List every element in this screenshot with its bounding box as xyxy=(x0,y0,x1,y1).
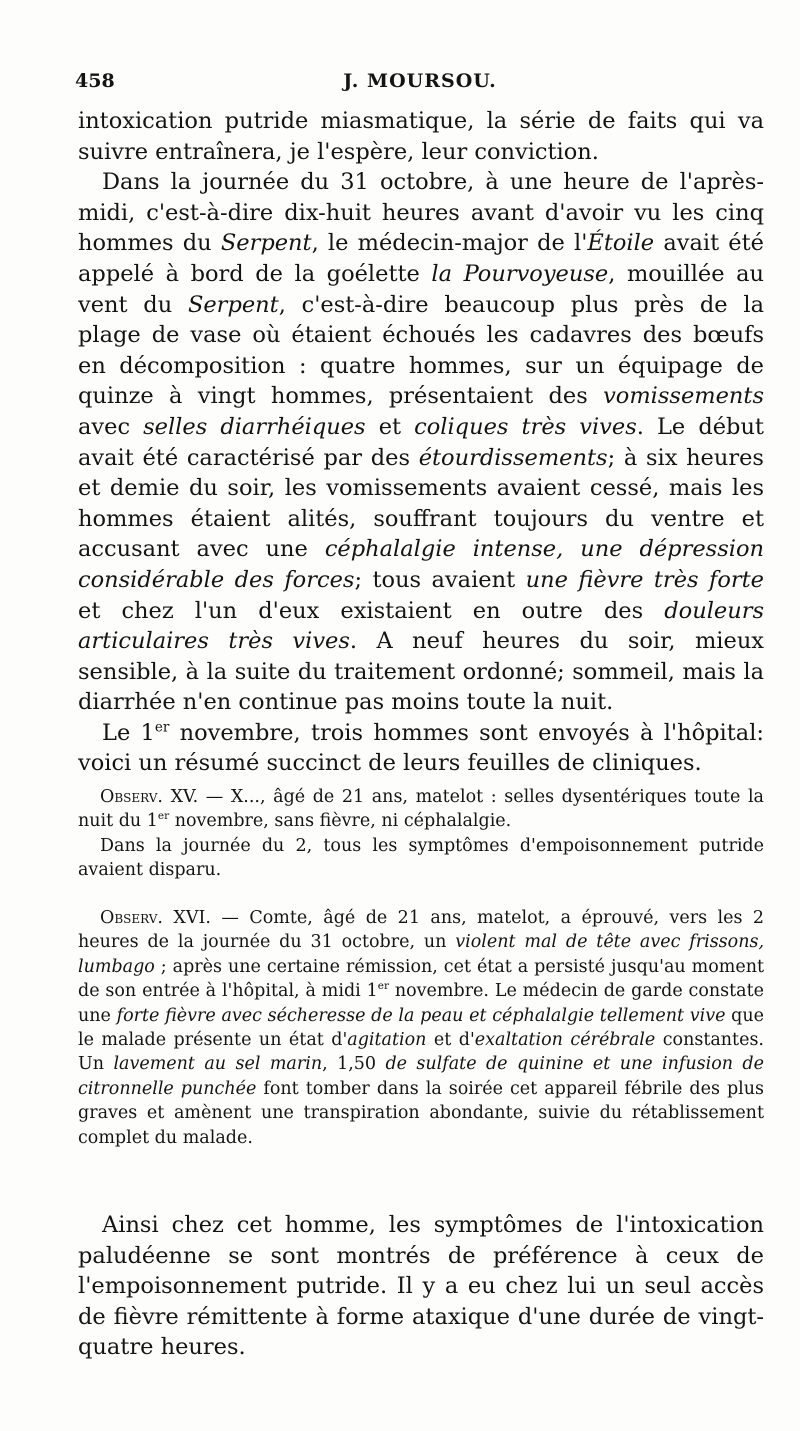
observation-15-text xyxy=(78,785,764,834)
running-title: J. MOURSOU. xyxy=(343,70,497,92)
running-head xyxy=(75,70,765,100)
superscript: er xyxy=(377,980,389,993)
observation-heading: Observ. XVI. xyxy=(100,908,211,928)
text-run: novembre, trois hommes sont envoyés à l'hôpital: voici un résumé succinct de leurs feuilles de cliniques. xyxy=(78,719,764,777)
observation-heading: Observ. XV. xyxy=(100,787,199,807)
text-run: , c'est-à-dire beaucoup plus près de la plage de vase où étaient échoués les cadavres des bœufs en décomposition : quatre hommes, sur un équipage de quinze à vingt hommes, présentaient des xyxy=(78,291,764,410)
italic-run: étourdissements xyxy=(418,444,608,471)
paragraph-pourvoyeuse xyxy=(78,167,764,718)
text-run: , le médecin-major de l' xyxy=(311,230,588,257)
body-text xyxy=(78,106,764,779)
page-number: 458 xyxy=(75,70,115,92)
observation-15 xyxy=(78,785,764,883)
observation-16 xyxy=(78,906,764,1150)
text-run: Dans la journée du 31 octobre, à une heure de l'après-midi, c'est-à-dire dix-huit heures avant d'avoir vu les cinq hommes du xyxy=(78,169,764,257)
italic-run: Étoile xyxy=(587,230,655,257)
italic-run: violent mal de tête avec frissons, lumbago xyxy=(78,932,765,977)
text-run: ; à six heures et demie du soir, les vomissements avaient cessé, mais les hommes étaient alités, souffrant toujours du ventre et accusant avec une xyxy=(78,444,764,563)
paragraph-hospital xyxy=(78,718,764,779)
text-run: novembre, sans fièvre, ni céphalalgie. xyxy=(169,811,512,832)
italic-run: céphalalgie intense, une dépression considérable des forces xyxy=(78,536,764,593)
italic-run: Serpent xyxy=(187,291,279,318)
text-run: ; tous avaient xyxy=(354,566,526,593)
italic-run: agitation xyxy=(347,1030,427,1051)
superscript: er xyxy=(157,810,170,823)
italic-run: lavement au sel marin xyxy=(113,1054,323,1075)
closing-text: Ainsi chez cet homme, les symptômes de l'intoxication paludéenne se sont montrés de préférence à ceux de l'empoisonnement putride. Il y a eu chez lui un seul accès de fièvre rémittente à forme ataxique d'une durée de vingt-quatre heures. xyxy=(78,1212,764,1361)
italic-run: vomissements xyxy=(603,383,764,410)
text-run: Le 1 xyxy=(102,719,155,746)
observation-15-followup: Dans la journée du 2, tous les symptômes d'empoisonnement putride avaient disparu. xyxy=(78,835,764,881)
text-run: — Comte, âgé de 21 ans, matelot, a éprouvé, vers les 2 heures de la journée du 31 octobre, un xyxy=(78,908,764,953)
text-run: — X..., âgé de 21 ans, matelot : selles dysentériques toute la nuit du 1 xyxy=(78,787,764,832)
italic-run: de sulfate de quinine et une infusion de citronnelle punchée xyxy=(78,1054,764,1099)
text-run: ; après une certaine rémission, cet état a persisté jusqu'au moment de son entrée à l'hôpital, à midi 1 xyxy=(78,956,764,1002)
text-run: avec xyxy=(78,413,144,440)
italic-run: douleurs articulaires très vives xyxy=(78,597,764,655)
closing-paragraph xyxy=(78,1210,764,1363)
text-run: avait été appelé à bord de la goélette xyxy=(78,230,764,287)
text-run: , mouillée au vent du xyxy=(78,260,764,318)
superscript: er xyxy=(154,719,170,736)
text-run: . A neuf heures du soir, mieux sensible, à la suite du traitement ordonné; sommeil, mais la diarrhée n'en continue pas moins toute la nuit. xyxy=(78,628,764,716)
italic-run: exaltation cérébrale xyxy=(474,1030,656,1051)
italic-run: forte fièvre avec sécheresse de la peau et céphalalgie tellement vive xyxy=(116,1005,726,1026)
observation-16-text xyxy=(78,906,764,1150)
paragraph-continuation: intoxication putride miasmatique, la série de faits qui va suivre entraînera, je l'espère, leur conviction. xyxy=(78,108,764,165)
text-run: novembre. Le médecin de garde constate une xyxy=(78,981,764,1026)
italic-run: Serpent xyxy=(220,230,312,257)
text-run: et chez l'un d'eux existaient en outre des xyxy=(78,597,665,624)
text-run: et xyxy=(365,413,415,440)
text-run: constantes. Un xyxy=(78,1030,764,1075)
text-run: , 1,50 xyxy=(322,1054,386,1075)
italic-run: selles diarrhéiques xyxy=(143,413,366,440)
italic-run: coliques très vives xyxy=(414,413,637,440)
text-run: et d' xyxy=(426,1030,475,1051)
italic-run: la Pourvoyeuse xyxy=(431,260,609,287)
italic-run: une fièvre très forte xyxy=(525,566,764,593)
text-run: . Le début avait été caractérisé par des xyxy=(78,413,764,471)
text-run: font tomber dans la soirée cet appareil fébrile des plus graves et amènent une transpiration abondante, suivie du rétablissement complet du malade. xyxy=(78,1078,765,1148)
text-run: que le malade présente un état d' xyxy=(78,1005,764,1051)
